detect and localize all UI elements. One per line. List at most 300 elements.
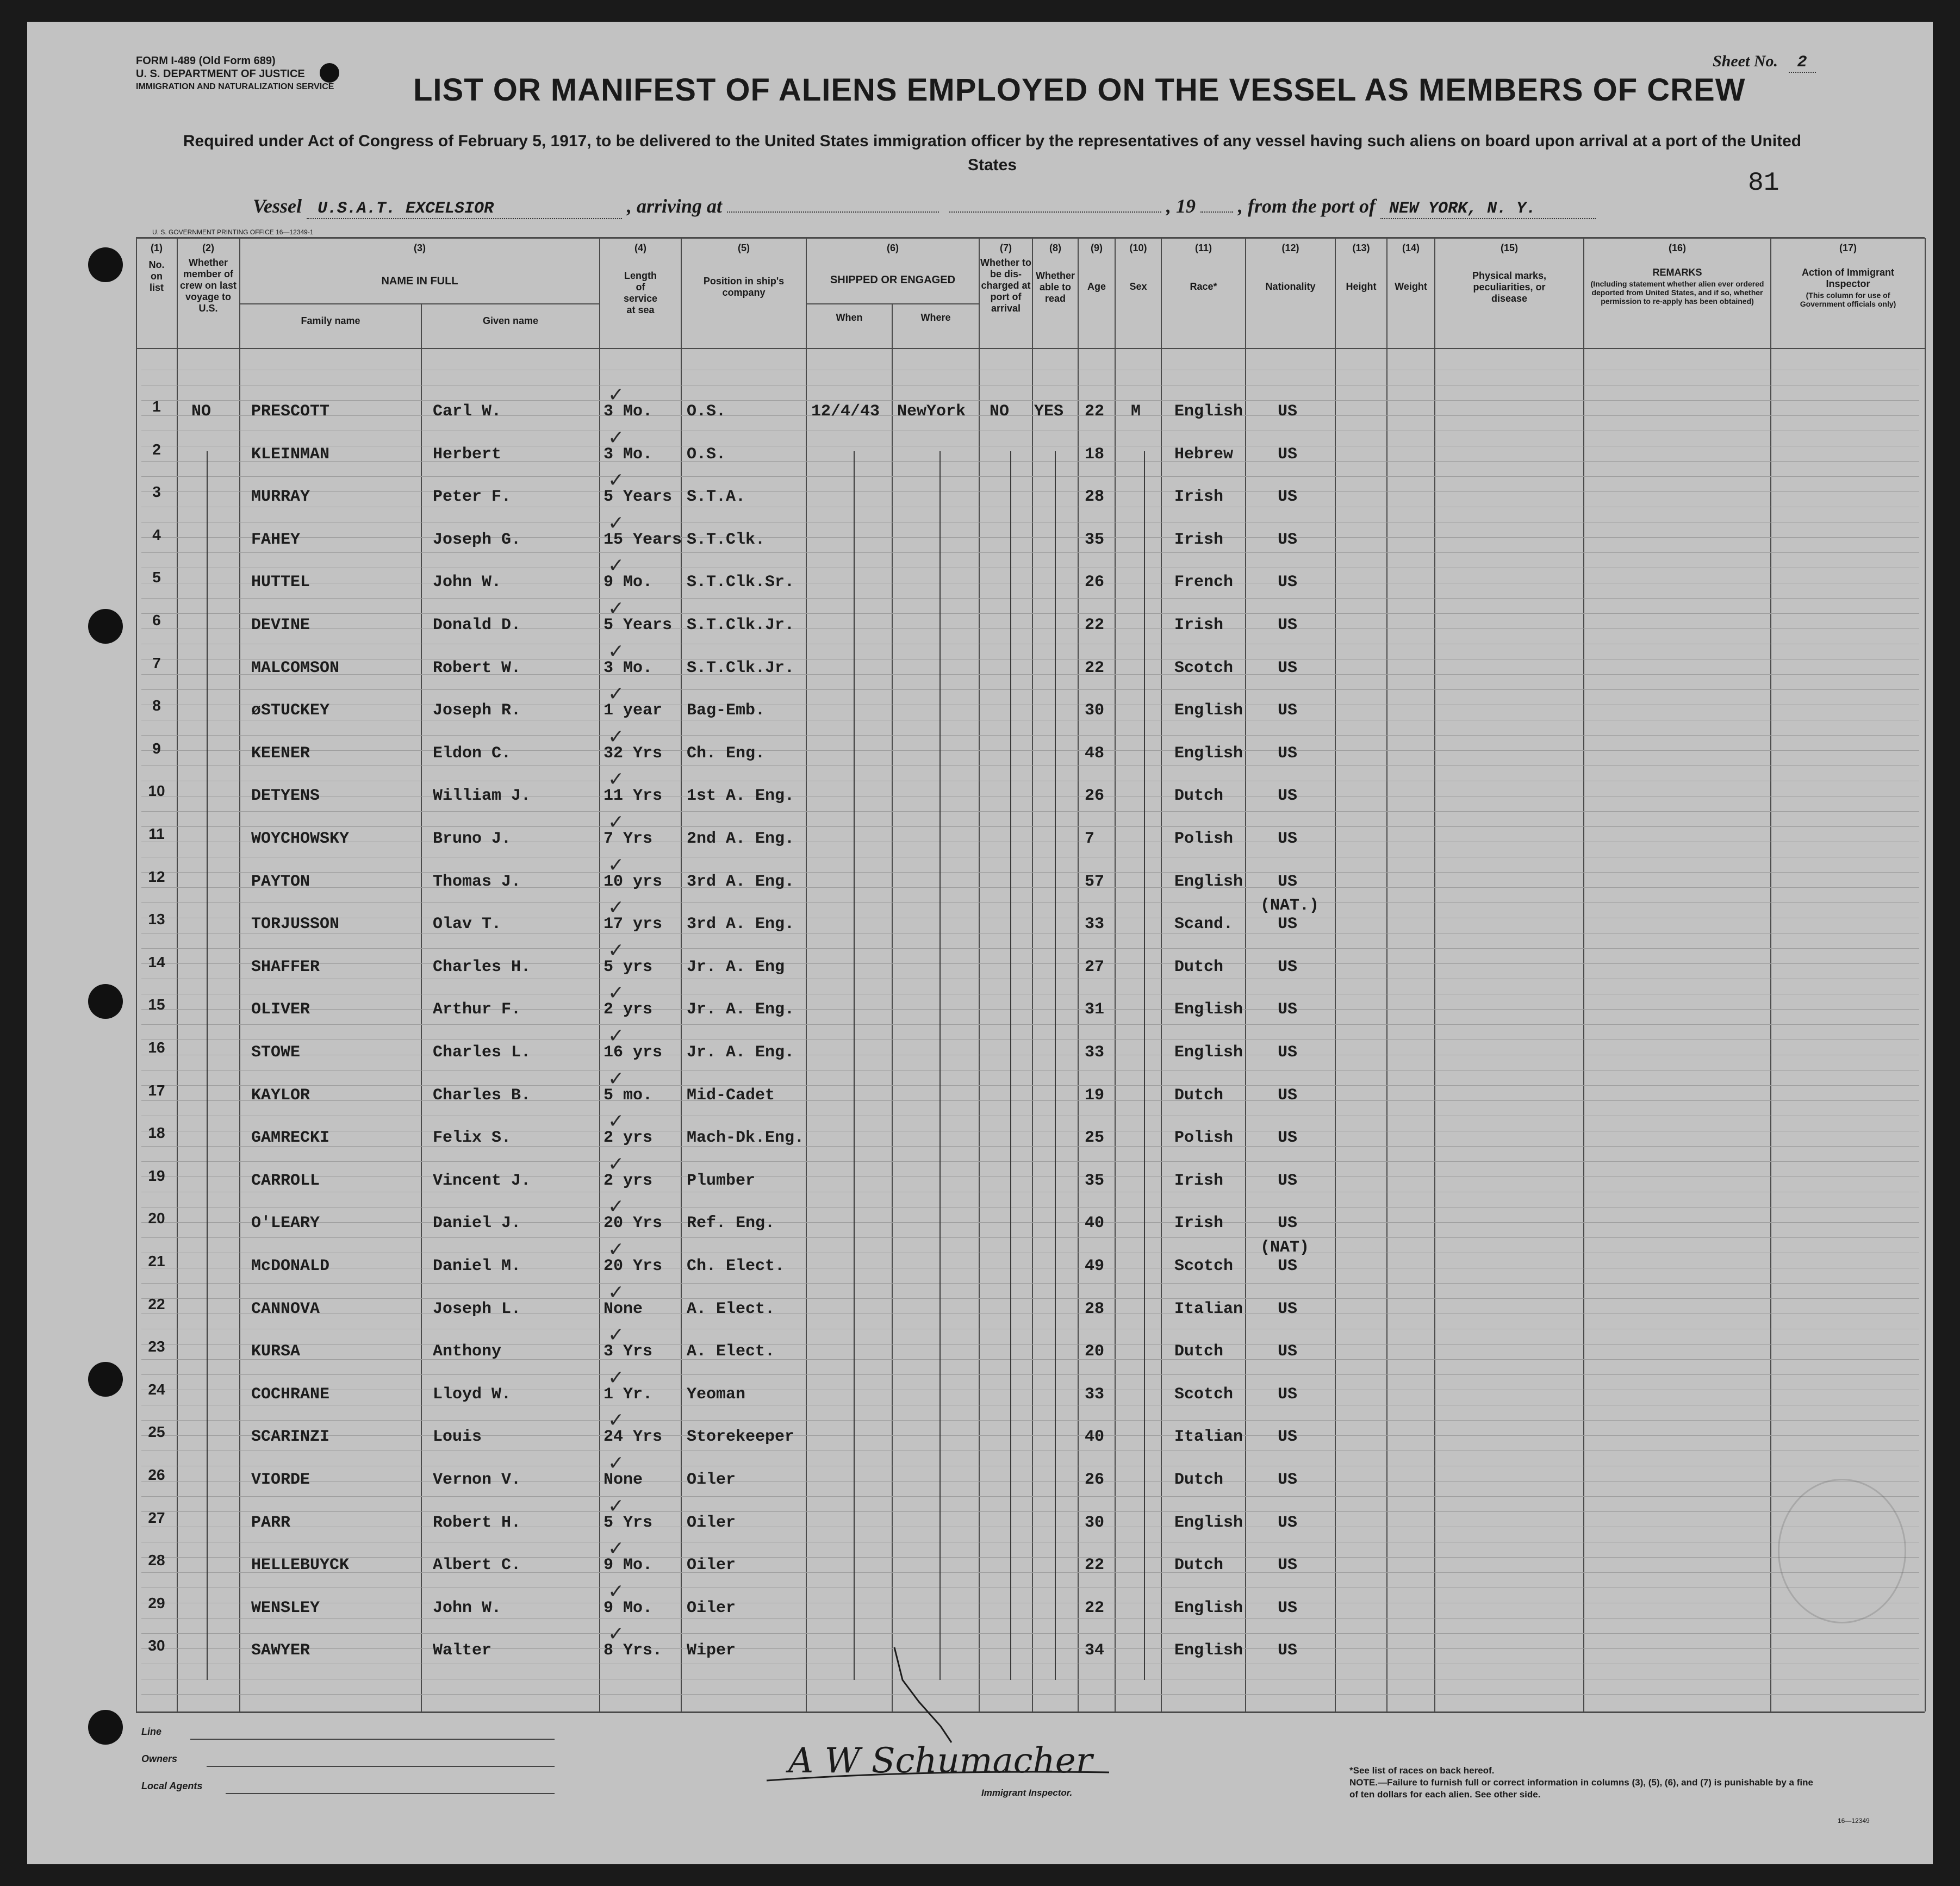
cell-race: Scotch bbox=[1174, 1385, 1234, 1404]
col-number: (6) bbox=[887, 242, 899, 253]
col-label: SHIPPED OR ENGAGED bbox=[830, 274, 956, 286]
check-mark-icon: ✓ bbox=[608, 683, 625, 706]
cell-nationality: US bbox=[1278, 744, 1298, 763]
cell-nationality: US bbox=[1278, 1556, 1298, 1575]
when-header: When bbox=[836, 312, 863, 323]
faint-seal bbox=[1778, 1479, 1906, 1623]
cell-race: English bbox=[1174, 402, 1243, 421]
cell-race: Scotch bbox=[1174, 1257, 1234, 1275]
row-number: 26 bbox=[148, 1466, 165, 1483]
cell-nationality: US bbox=[1278, 1598, 1298, 1617]
cell-race: English bbox=[1174, 1043, 1243, 1062]
from-port: NEW YORK, N. Y. bbox=[1380, 200, 1596, 219]
col-number: (12) bbox=[1281, 242, 1299, 253]
col-label: REMARKS bbox=[1652, 267, 1702, 278]
cell-position: S.T.Clk.Jr. bbox=[687, 616, 795, 634]
cell-age: 30 bbox=[1085, 701, 1105, 720]
signature-text: A W Schumacher bbox=[788, 1741, 1093, 1781]
cell-race: English bbox=[1174, 1513, 1243, 1532]
col10-header bbox=[1116, 242, 1161, 292]
col-rule bbox=[1335, 238, 1336, 1711]
col13-header bbox=[1336, 242, 1386, 292]
ruled-line bbox=[141, 811, 1919, 812]
col-number: (7) bbox=[1000, 242, 1012, 253]
col-rule bbox=[979, 238, 980, 1711]
cell-family: KEENER bbox=[251, 744, 310, 763]
cell-age: 57 bbox=[1085, 872, 1105, 891]
cell-family: VIORDE bbox=[251, 1471, 310, 1489]
inspector-label: Immigrant Inspector. bbox=[981, 1788, 1073, 1798]
cell-position: Yeoman bbox=[687, 1385, 746, 1404]
col-number: (13) bbox=[1352, 242, 1370, 253]
ruled-line bbox=[141, 400, 1919, 401]
cell-age: 22 bbox=[1085, 1598, 1105, 1617]
col-label: Age bbox=[1087, 281, 1106, 292]
cell-family: McDONALD bbox=[251, 1257, 330, 1275]
col-label: Weight bbox=[1395, 281, 1427, 292]
check-mark-icon: ✓ bbox=[608, 1623, 625, 1646]
row-number: 27 bbox=[148, 1509, 165, 1526]
cell-given: Lloyd W. bbox=[433, 1385, 512, 1404]
check-mark-icon: ✓ bbox=[608, 1238, 625, 1261]
col-rule bbox=[1925, 238, 1926, 1711]
cell-given: Herbert bbox=[433, 445, 502, 464]
cell-age: 26 bbox=[1085, 787, 1105, 806]
punch-hole bbox=[88, 247, 123, 282]
check-mark-icon: ✓ bbox=[608, 426, 625, 449]
cell-age: 28 bbox=[1085, 488, 1105, 507]
cell-nationality-note: (NAT.) bbox=[1260, 897, 1320, 916]
cell-position: S.T.Clk. bbox=[687, 530, 766, 549]
row-number: 28 bbox=[148, 1552, 165, 1569]
cell-age: 48 bbox=[1085, 744, 1105, 763]
col-number: (5) bbox=[738, 242, 750, 253]
cell-race: English bbox=[1174, 872, 1243, 891]
cell-family: STOWE bbox=[251, 1043, 301, 1062]
col-rule bbox=[681, 238, 682, 1711]
cell-service: 1 Yr. bbox=[603, 1385, 653, 1404]
cell-race: Irish bbox=[1174, 488, 1224, 507]
cell-position: Bag-Emb. bbox=[687, 701, 766, 720]
cell-family: KLEINMAN bbox=[251, 445, 330, 464]
col3-header bbox=[240, 242, 599, 287]
cell-given: Vincent J. bbox=[433, 1171, 531, 1190]
cell-discharged: NO bbox=[990, 402, 1010, 421]
cell-age: 33 bbox=[1085, 1385, 1105, 1404]
cell-family: SCARINZI bbox=[251, 1428, 330, 1447]
cell-service: 2 yrs bbox=[603, 1171, 653, 1190]
ruled-line bbox=[141, 1100, 1919, 1101]
check-mark-icon: ✓ bbox=[608, 811, 625, 833]
check-mark-icon: ✓ bbox=[608, 768, 625, 791]
cell-family: PRESCOTT bbox=[251, 402, 330, 421]
col-rule bbox=[1245, 238, 1246, 1711]
punch-hole bbox=[88, 1710, 123, 1745]
cell-nationality: US bbox=[1278, 1342, 1298, 1361]
col-rule bbox=[1115, 238, 1116, 1711]
cell-given: Carl W. bbox=[433, 402, 502, 421]
col-label: Physical marks, peculiarities, or disease bbox=[1472, 270, 1547, 304]
cell-read: YES bbox=[1034, 402, 1064, 421]
col-number: (17) bbox=[1839, 242, 1857, 253]
department-name: U. S. DEPARTMENT OF JUSTICE bbox=[136, 68, 305, 80]
vessel-line bbox=[253, 195, 1884, 222]
cell-race: Irish bbox=[1174, 1171, 1224, 1190]
cell-nationality: US bbox=[1278, 1299, 1298, 1318]
col-number: (2) bbox=[202, 242, 214, 253]
cell-race: Irish bbox=[1174, 1214, 1224, 1233]
cell-given: Olav T. bbox=[433, 915, 502, 934]
page-number: 81 bbox=[1748, 169, 1779, 198]
row-number: 7 bbox=[152, 654, 161, 671]
cell-position: Plumber bbox=[687, 1171, 756, 1190]
col-number: (3) bbox=[414, 242, 426, 253]
name-subheader-rule bbox=[240, 303, 599, 304]
ruled-line bbox=[141, 598, 1919, 599]
col5-header bbox=[682, 242, 806, 298]
inspector-signature bbox=[756, 1642, 1136, 1805]
cell-nationality: US bbox=[1278, 1641, 1298, 1660]
page-title: LIST OR MANIFEST OF ALIENS EMPLOYED ON THE VESSEL AS MEMBERS OF CREW bbox=[413, 72, 1746, 108]
col-rule bbox=[177, 238, 178, 1711]
col-rule bbox=[136, 238, 137, 1711]
sheet-label: Sheet No. bbox=[1713, 52, 1778, 70]
cell-age: 22 bbox=[1085, 658, 1105, 677]
cell-given: Vernon V. bbox=[433, 1471, 521, 1489]
cell-race: Hebrew bbox=[1174, 445, 1234, 464]
cell-service: 5 Years bbox=[603, 488, 673, 507]
check-mark-icon: ✓ bbox=[608, 725, 625, 748]
cell-nationality: US bbox=[1278, 1171, 1298, 1190]
cell-position: 1st A. Eng. bbox=[687, 787, 795, 806]
cell-position: S.T.Clk.Jr. bbox=[687, 658, 795, 677]
cell-nationality: US bbox=[1278, 1513, 1298, 1532]
cell-service: 16 yrs bbox=[603, 1043, 663, 1062]
col15-header bbox=[1435, 242, 1583, 304]
cell-position: Oiler bbox=[687, 1598, 736, 1617]
cell-race: Polish bbox=[1174, 1129, 1234, 1148]
row-number: 3 bbox=[152, 483, 161, 501]
ruled-line bbox=[141, 1481, 1919, 1482]
given-name-header: Given name bbox=[482, 315, 539, 326]
cell-service: 15 Years bbox=[603, 530, 682, 549]
col-sublabel: (Including statement whether alien ever ordered deported from United States, and if so, whether permission to re-apply has been obtained) bbox=[1590, 279, 1764, 306]
cell-family: TORJUSSON bbox=[251, 915, 340, 934]
cell-position: Mid-Cadet bbox=[687, 1086, 775, 1105]
cell-nationality: US bbox=[1278, 658, 1298, 677]
shipped-subheader-rule bbox=[807, 303, 979, 304]
ruled-line bbox=[141, 1435, 1919, 1436]
col-label: Length of service at sea bbox=[623, 270, 658, 315]
ditto-stroke bbox=[939, 451, 941, 1680]
cell-family: FAHEY bbox=[251, 530, 301, 549]
cell-family: DEVINE bbox=[251, 616, 310, 634]
cell-given: Daniel J. bbox=[433, 1214, 521, 1233]
ruled-line bbox=[141, 963, 1919, 964]
cell-position: Oiler bbox=[687, 1471, 736, 1489]
cell-race: Irish bbox=[1174, 616, 1224, 634]
cell-family: WOYCHOWSKY bbox=[251, 830, 350, 848]
cell-nationality: US bbox=[1278, 957, 1298, 976]
arriving-blank bbox=[727, 211, 939, 213]
cell-position: A. Elect. bbox=[687, 1299, 775, 1318]
ditto-stroke bbox=[1055, 451, 1056, 1680]
check-mark-icon: ✓ bbox=[608, 1025, 625, 1047]
cell-nationality: US bbox=[1278, 488, 1298, 507]
ruled-line bbox=[141, 750, 1919, 751]
cell-position: Oiler bbox=[687, 1513, 736, 1532]
ruled-line bbox=[141, 1298, 1919, 1299]
ruled-line bbox=[141, 1618, 1919, 1619]
family-name-header: Family name bbox=[301, 315, 360, 326]
cell-age: 33 bbox=[1085, 915, 1105, 934]
cell-age: 27 bbox=[1085, 957, 1105, 976]
cell-nationality: US bbox=[1278, 1471, 1298, 1489]
row-number: 18 bbox=[148, 1124, 165, 1142]
row-number: 29 bbox=[148, 1594, 165, 1611]
col-number: (1) bbox=[151, 242, 163, 253]
check-mark-icon: ✓ bbox=[608, 1324, 625, 1347]
cell-service: 8 Yrs. bbox=[603, 1641, 663, 1660]
cell-family: CANNOVA bbox=[251, 1299, 320, 1318]
col11-header bbox=[1162, 242, 1245, 292]
check-mark-icon: ✓ bbox=[608, 939, 625, 962]
cell-family: HUTTEL bbox=[251, 573, 310, 592]
cell-family: COCHRANE bbox=[251, 1385, 330, 1404]
row-number: 2 bbox=[152, 440, 161, 458]
ruled-line bbox=[141, 1009, 1919, 1010]
form-number bbox=[136, 54, 334, 94]
cell-given: Felix S. bbox=[433, 1129, 512, 1148]
cell-age: 22 bbox=[1085, 616, 1105, 634]
check-mark-icon: ✓ bbox=[608, 555, 625, 577]
check-mark-icon: ✓ bbox=[608, 597, 625, 620]
from-port-label: , from the port of bbox=[1238, 195, 1376, 217]
cell-position: 3rd A. Eng. bbox=[687, 872, 795, 891]
check-mark-icon: ✓ bbox=[608, 854, 625, 876]
punch-hole bbox=[88, 1362, 123, 1397]
cell-position: Jr. A. Eng bbox=[687, 957, 785, 976]
row-number: 16 bbox=[148, 1039, 165, 1056]
cell-position: O.S. bbox=[687, 445, 726, 464]
col-rule bbox=[1434, 238, 1435, 1711]
check-mark-icon: ✓ bbox=[608, 1153, 625, 1175]
cell-age: 30 bbox=[1085, 1513, 1105, 1532]
cell-given: Peter F. bbox=[433, 488, 512, 507]
ruled-line bbox=[141, 1557, 1919, 1558]
sheet-number bbox=[1713, 52, 1816, 72]
row-number: 4 bbox=[152, 526, 161, 543]
row-number: 24 bbox=[148, 1380, 165, 1398]
cell-family: KAYLOR bbox=[251, 1086, 310, 1105]
row-number: 10 bbox=[148, 782, 165, 800]
ruled-line bbox=[141, 415, 1919, 416]
ruled-line bbox=[141, 872, 1919, 873]
cell-race: Italian bbox=[1174, 1428, 1243, 1447]
cell-when: 12/4/43 bbox=[811, 402, 880, 421]
cell-age: 7 bbox=[1085, 830, 1095, 848]
cell-family: MURRAY bbox=[251, 488, 310, 507]
cell-nationality: US bbox=[1278, 701, 1298, 720]
print-code: 16—12349 bbox=[1838, 1817, 1870, 1825]
date-blank bbox=[949, 211, 1161, 213]
ruled-line bbox=[141, 1420, 1919, 1421]
cell-family: PAYTON bbox=[251, 872, 310, 891]
cell-service: 9 Mo. bbox=[603, 1556, 653, 1575]
ditto-stroke bbox=[1144, 451, 1145, 1680]
cell-service: 9 Mo. bbox=[603, 573, 653, 592]
cell-given: Louis bbox=[433, 1428, 482, 1447]
cell-given: Arthur F. bbox=[433, 1000, 521, 1019]
cell-age: 35 bbox=[1085, 530, 1105, 549]
service-name: IMMIGRATION AND NATURALIZATION SERVICE bbox=[136, 82, 334, 91]
cell-nationality: US bbox=[1278, 573, 1298, 592]
row-number: 20 bbox=[148, 1210, 165, 1227]
ruled-line bbox=[141, 1146, 1919, 1147]
row-number: 1 bbox=[152, 398, 161, 415]
penalty-note: NOTE.—Failure to furnish full or correct information in columns (3), (5), (6), and (7) is punishable by a fine of ten dollars for each alien. See other side. bbox=[1349, 1777, 1813, 1800]
cell-service: 3 Yrs bbox=[603, 1342, 653, 1361]
ruled-line bbox=[141, 689, 1919, 690]
cell-given: Donald D. bbox=[433, 616, 521, 634]
cell-family: øSTUCKEY bbox=[251, 701, 330, 720]
cell-position: 2nd A. Eng. bbox=[687, 830, 795, 848]
cell-given: Robert H. bbox=[433, 1513, 521, 1532]
cell-given: John W. bbox=[433, 573, 502, 592]
check-mark-icon: ✓ bbox=[608, 1110, 625, 1133]
cell-service: 2 yrs bbox=[603, 1129, 653, 1148]
cell-nationality: US bbox=[1278, 402, 1298, 421]
row-number: 23 bbox=[148, 1338, 165, 1355]
ruled-line bbox=[141, 826, 1919, 827]
col-rule bbox=[1770, 238, 1771, 1711]
cell-race: Dutch bbox=[1174, 1342, 1224, 1361]
check-mark-icon: ✓ bbox=[608, 1196, 625, 1218]
check-mark-icon: ✓ bbox=[608, 897, 625, 919]
cell-family: O'LEARY bbox=[251, 1214, 320, 1233]
ruled-line bbox=[141, 1572, 1919, 1573]
cell-nationality: US bbox=[1278, 787, 1298, 806]
cell-nationality: US bbox=[1278, 445, 1298, 464]
cell-service: 5 Years bbox=[603, 616, 673, 634]
col6-header bbox=[807, 242, 979, 286]
owners-blank bbox=[207, 1766, 555, 1767]
check-mark-icon: ✓ bbox=[608, 1366, 625, 1389]
col-label: Whether member of crew on last voyage to U.S. bbox=[179, 257, 237, 314]
cell-given: William J. bbox=[433, 787, 531, 806]
col-number: (15) bbox=[1500, 242, 1518, 253]
cell-service: 20 Yrs bbox=[603, 1257, 663, 1275]
col-number: (10) bbox=[1129, 242, 1147, 253]
cell-family: KURSA bbox=[251, 1342, 301, 1361]
row-number: 30 bbox=[148, 1637, 165, 1654]
cell-nationality: US bbox=[1278, 872, 1298, 891]
cell-service: None bbox=[603, 1299, 643, 1318]
punch-hole bbox=[88, 984, 123, 1019]
ruled-line bbox=[141, 902, 1919, 903]
cell-position: 3rd A. Eng. bbox=[687, 915, 795, 934]
year-label: , 19 bbox=[1166, 195, 1196, 217]
col8-header bbox=[1033, 242, 1078, 304]
ruled-line bbox=[141, 1359, 1919, 1360]
ditto-stroke bbox=[854, 451, 855, 1680]
cell-service: 2 yrs bbox=[603, 1000, 653, 1019]
cell-position: A. Elect. bbox=[687, 1342, 775, 1361]
col14-header bbox=[1387, 242, 1434, 292]
cell-race: Polish bbox=[1174, 830, 1234, 848]
row-number: 12 bbox=[148, 868, 165, 885]
cell-race: Dutch bbox=[1174, 787, 1224, 806]
cell-family: MALCOMSON bbox=[251, 658, 340, 677]
ruled-line bbox=[141, 628, 1919, 629]
cell-given: Joseph L. bbox=[433, 1299, 521, 1318]
ruled-line bbox=[141, 552, 1919, 553]
ruled-line bbox=[141, 1237, 1919, 1238]
col1-header bbox=[137, 242, 176, 294]
cell-given: Eldon C. bbox=[433, 744, 512, 763]
cell-service: 3 Mo. bbox=[603, 402, 653, 421]
cell-position: O.S. bbox=[687, 402, 726, 421]
row-number: 9 bbox=[152, 739, 161, 757]
col-rule bbox=[806, 238, 807, 1711]
col-rule bbox=[1583, 238, 1584, 1711]
ruled-line bbox=[141, 1633, 1919, 1634]
cell-age: 18 bbox=[1085, 445, 1105, 464]
cell-nationality: US bbox=[1278, 915, 1298, 934]
ruled-line bbox=[141, 1496, 1919, 1497]
col-label: Action of Immigrant Inspector bbox=[1802, 267, 1894, 289]
col7-header bbox=[980, 242, 1032, 314]
ruled-line bbox=[141, 537, 1919, 538]
row-number: 13 bbox=[148, 911, 165, 928]
col-rule bbox=[421, 304, 422, 1711]
cell-given: Charles H. bbox=[433, 957, 531, 976]
col-label: No. on list bbox=[148, 259, 165, 293]
ruled-line bbox=[141, 476, 1919, 477]
col-rule bbox=[1386, 238, 1387, 1711]
ruled-line bbox=[141, 735, 1919, 736]
cell-given: Robert W. bbox=[433, 658, 521, 677]
col2-header bbox=[178, 242, 239, 314]
cell-given: Joseph G. bbox=[433, 530, 521, 549]
cell-position: S.T.A. bbox=[687, 488, 746, 507]
check-mark-icon: ✓ bbox=[608, 1452, 625, 1474]
cell-service: 32 Yrs bbox=[603, 744, 663, 763]
col-label: Race* bbox=[1190, 281, 1217, 292]
cell-service: 1 year bbox=[603, 701, 663, 720]
cell-family: SAWYER bbox=[251, 1641, 310, 1660]
cell-service: 5 mo. bbox=[603, 1086, 653, 1105]
cell-age: 22 bbox=[1085, 402, 1105, 421]
check-mark-icon: ✓ bbox=[608, 469, 625, 492]
row-number: 25 bbox=[148, 1423, 165, 1441]
cell-service: 5 Yrs bbox=[603, 1513, 653, 1532]
cell-position: Ch. Eng. bbox=[687, 744, 766, 763]
ruled-line bbox=[141, 1511, 1919, 1512]
col9-header bbox=[1079, 242, 1115, 292]
vessel-label: Vessel bbox=[253, 195, 302, 217]
cell-position: Mach-Dk.Eng. bbox=[687, 1129, 805, 1148]
cell-race: Dutch bbox=[1174, 1556, 1224, 1575]
ruled-line bbox=[141, 1344, 1919, 1345]
ruled-line bbox=[141, 765, 1919, 766]
row-number: 22 bbox=[148, 1295, 165, 1312]
vessel-name: U.S.A.T. EXCELSIOR bbox=[307, 200, 622, 219]
cell-age: 19 bbox=[1085, 1086, 1105, 1105]
cell-position: Wiper bbox=[687, 1641, 736, 1660]
cell-sex: M bbox=[1131, 402, 1141, 421]
line-blank bbox=[190, 1739, 555, 1740]
